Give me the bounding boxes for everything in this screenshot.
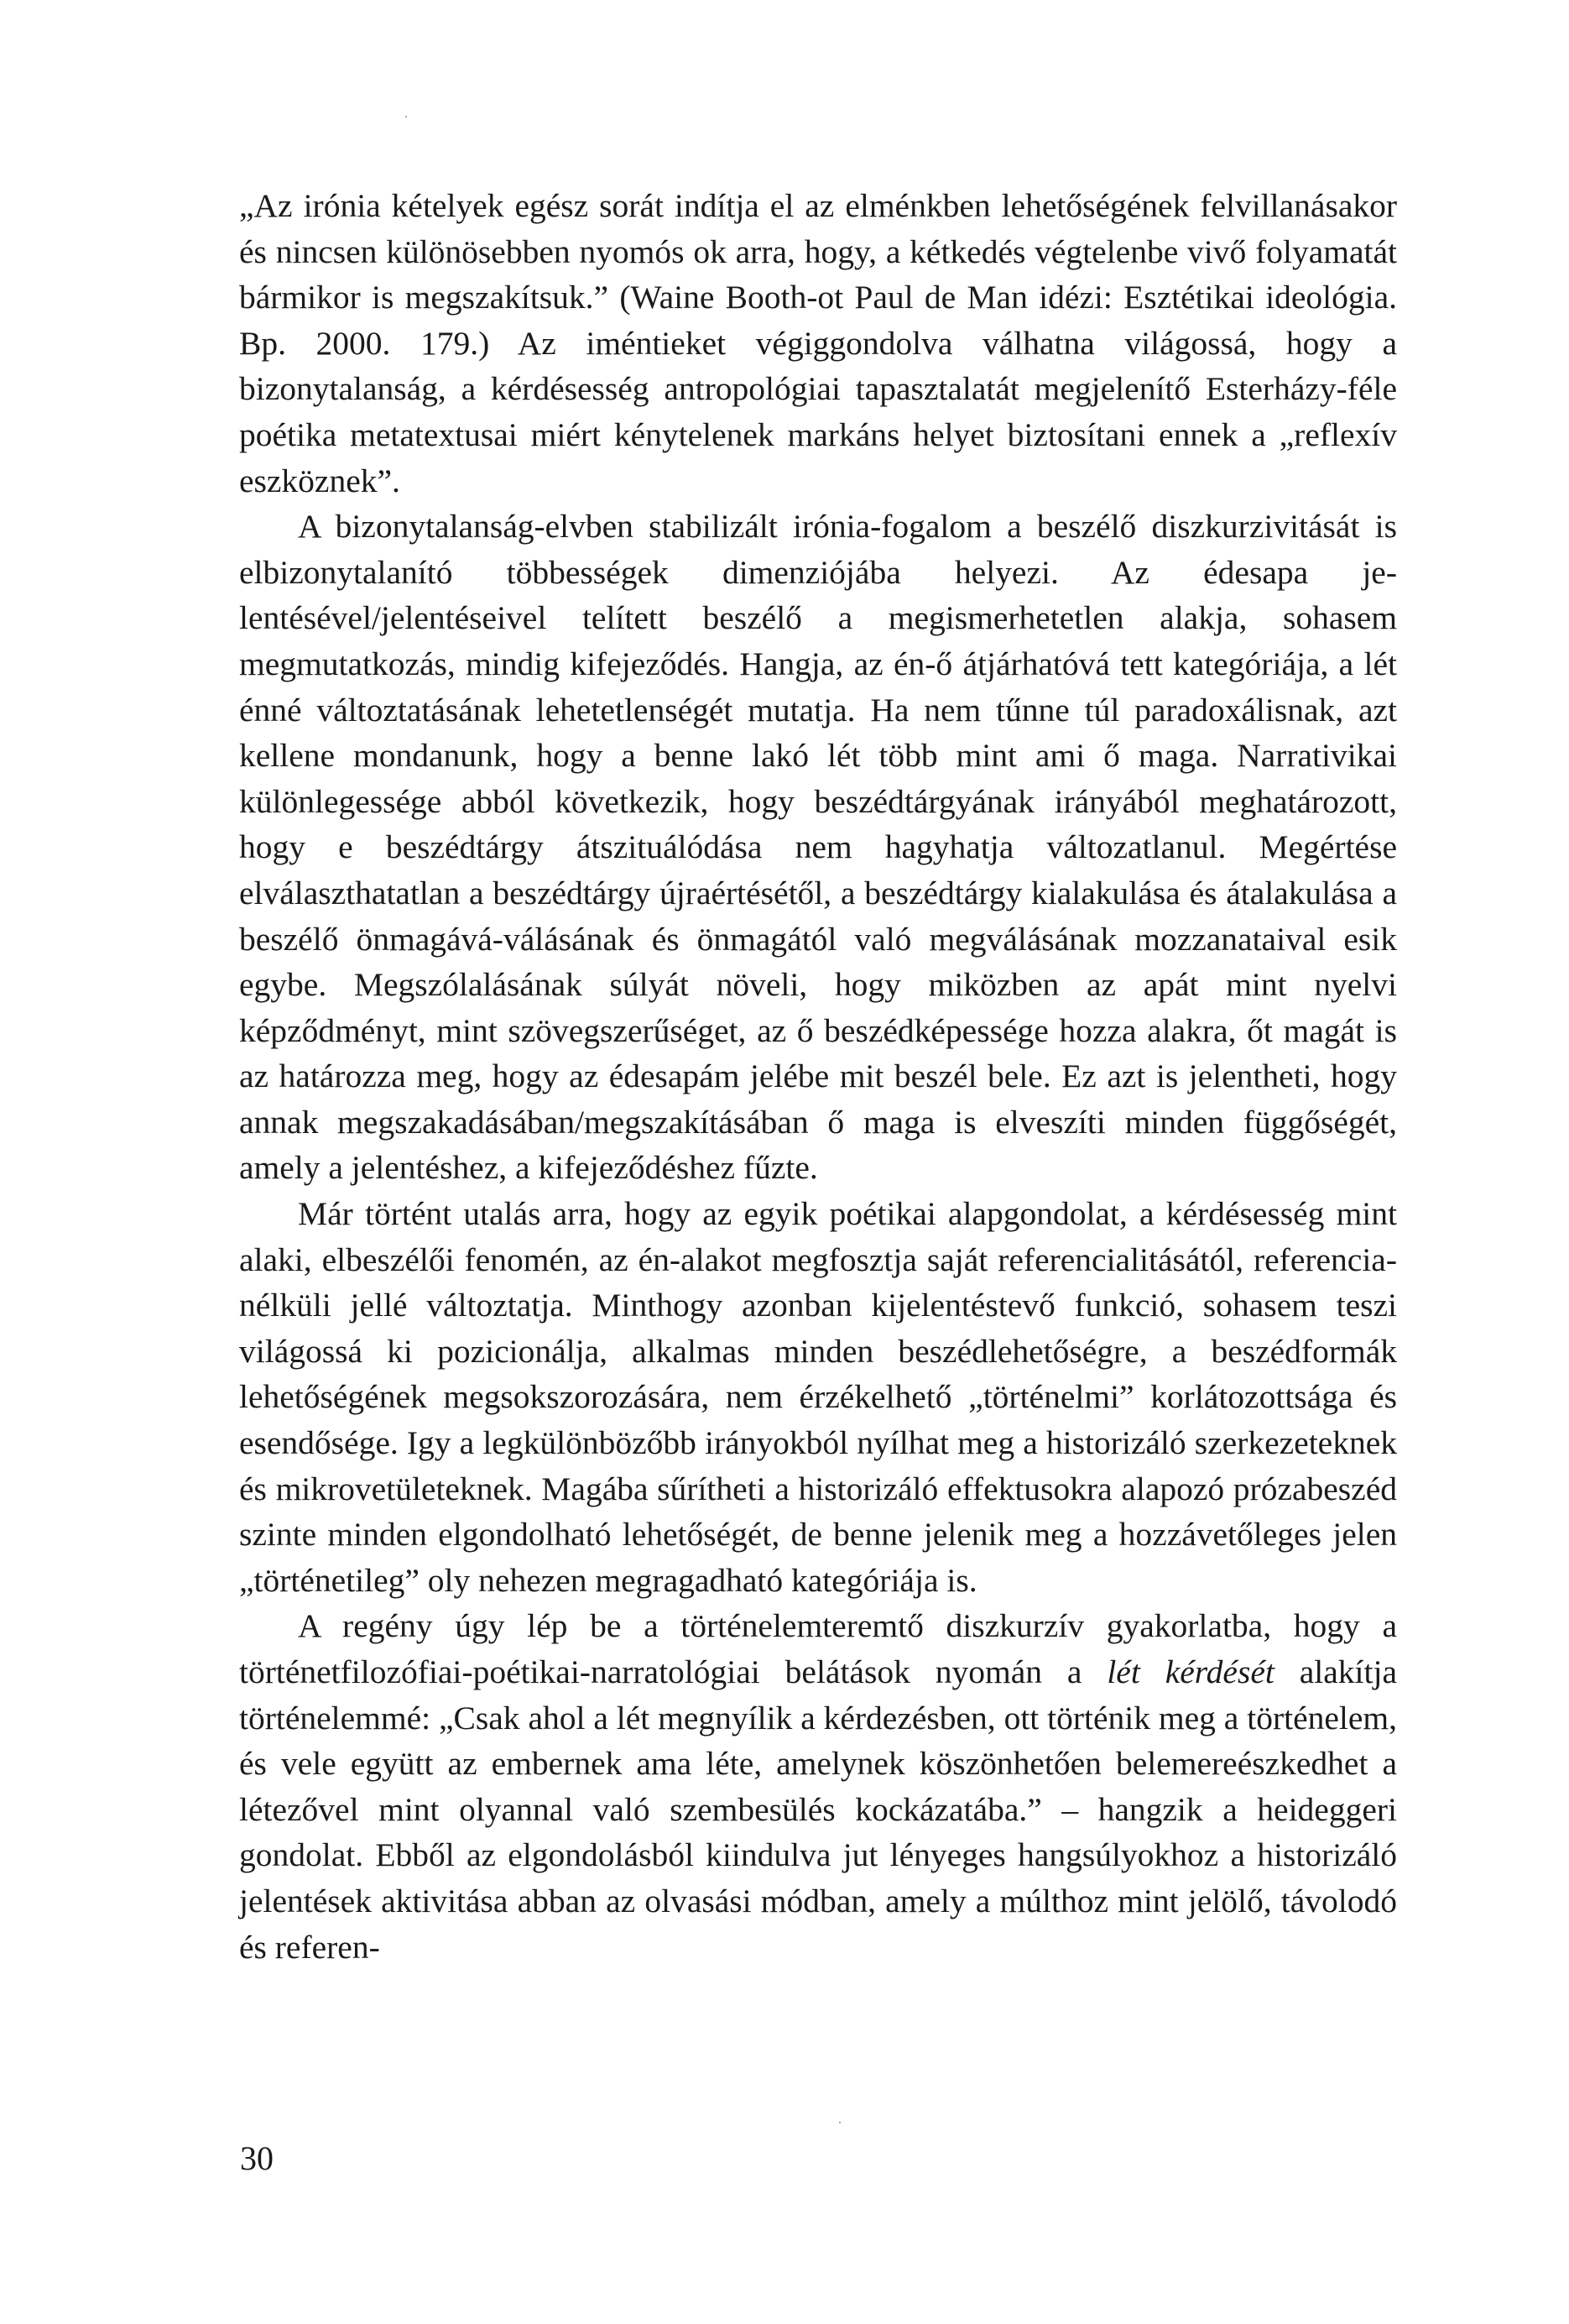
- paragraph-4-italic-phrase: lét kérdését: [1107, 1653, 1274, 1690]
- body-text: [239, 183, 1397, 1970]
- paragraph-2-text: A bizonytalanság-elvben stabilizált irónia-fogalom a beszélő diszkurzivitását is elbizonytalanító többességek dimenziójába helyezi. Az édesapa jelentésével/jelentéseivel telített beszélő a megismerhetetlen alakja, sohasem megmutatkozás, mindig kifejeződés. Hangja, az én-ő átjárhatóvá tett kategóriája, a lét énné változtatásának lehetetlenségét mutatja. Ha nem tűnne túl paradoxálisnak, azt kellene mondanunk, hogy a benne lakó lét több mint ami ő maga. Narrativikai különlegessége abból következik, hogy beszédtárgyának irányából meghatározott, hogy e beszédtárgy átszituálódása nem hagyhatja változatlanul. Megértése elválaszthatatlan a beszédtárgy újraértésétől, a beszédtárgy kialakulása és átalakulása a beszélő önmagává-válásának és önmagától való megválásának mozzanataival esik egybe. Megszólalásának súlyát növeli, hogy miközben az apát mint nyelvi képződményt, mint szövegszerűséget, az ő beszédképessége hozza alakra, őt magát is az határozza meg, hogy az édesapám jelébe mit beszél bele. Ez azt is jelentheti, hogy annak megszakadásában/megszakításában ő maga is elveszíti minden függőségét, amely a jelentéshez, a kifejeződéshez fűzte.: [239, 508, 1397, 1187]
- paragraph-1: [239, 183, 1397, 504]
- paragraph-4-text-start: A regény úgy lép be a történelemteremtő diszkurzív gyakorlatba, hogy a történetfilozófiai-poétikai-narratológiai belátások nyomán a: [239, 1607, 1397, 1690]
- paragraph-1-text: „Az irónia kételyek egész sorát indítja el az elménkben lehetőségének felvillanásakor és nincsen különösebben nyomós ok arra, hogy, a kétkedés végtelenbe vivő folyamatát bármikor is megszakítsuk.” (Waine Booth-ot Paul de Man idézi: Esztétikai ideológia. Bp. 2000. 179.) Az iméntieket végiggondolva válhatna világossá, hogy a bizonytalanság, a kérdésesség antropológiai tapasztalatát megjelenítő Esterházy-féle poétika metatextusai miért kénytelenek markáns helyet biztosítani ennek a „reflexív eszköznek”.: [239, 187, 1397, 499]
- scan-speck: [405, 116, 407, 118]
- paragraph-3: [239, 1191, 1397, 1603]
- page-number: 30: [240, 2139, 274, 2177]
- paragraph-4-text-end: alakítja történelemmé: „Csak ahol a lét megnyílik a kérdezésben, ott történik meg a történelem, és vele együtt az embernek ama léte, amelynek köszönhetően belemereészkedhet a létezővel mint olyannal való szembesülés kockázatába.” – hangzik a heideggeri gondolat. Ebből az elgondolásból kiindulva jut lényeges hangsúlyokhoz a historizáló jelentések aktivitása abban az olvasási módban, amely a múlthoz mint jelölő, távolodó és referen-: [239, 1653, 1397, 1966]
- paragraph-2: [239, 504, 1397, 1191]
- scan-speck: [839, 2122, 841, 2123]
- paragraph-3-text: Már történt utalás arra, hogy az egyik poétikai alapgondolat, a kérdésesség mint alaki, elbeszélői fenomén, az én-alakot megfosztja saját referencialitásától, referencia-nélküli jellé változtatja. Minthogy azonban kijelentéstevő funkció, sohasem teszi világossá ki pozicionálja, alkalmas minden beszédlehetőségre, a beszédformák lehetőségének megsokszorozására, nem érzékelhető „történelmi” korlátozottsága és esendősége. Igy a legkülönbözőbb irányokból nyílhat meg a historizáló szerkezeteknek és mikrovetületeknek. Magába sűrítheti a historizáló effektusokra alapozó prózabeszéd szinte minden elgondolható lehetőségét, de benne jelenik meg a hozzávetőleges jelen „történetileg” oly nehezen megragadható kategóriája is.: [239, 1195, 1397, 1599]
- paragraph-4: [239, 1603, 1397, 1970]
